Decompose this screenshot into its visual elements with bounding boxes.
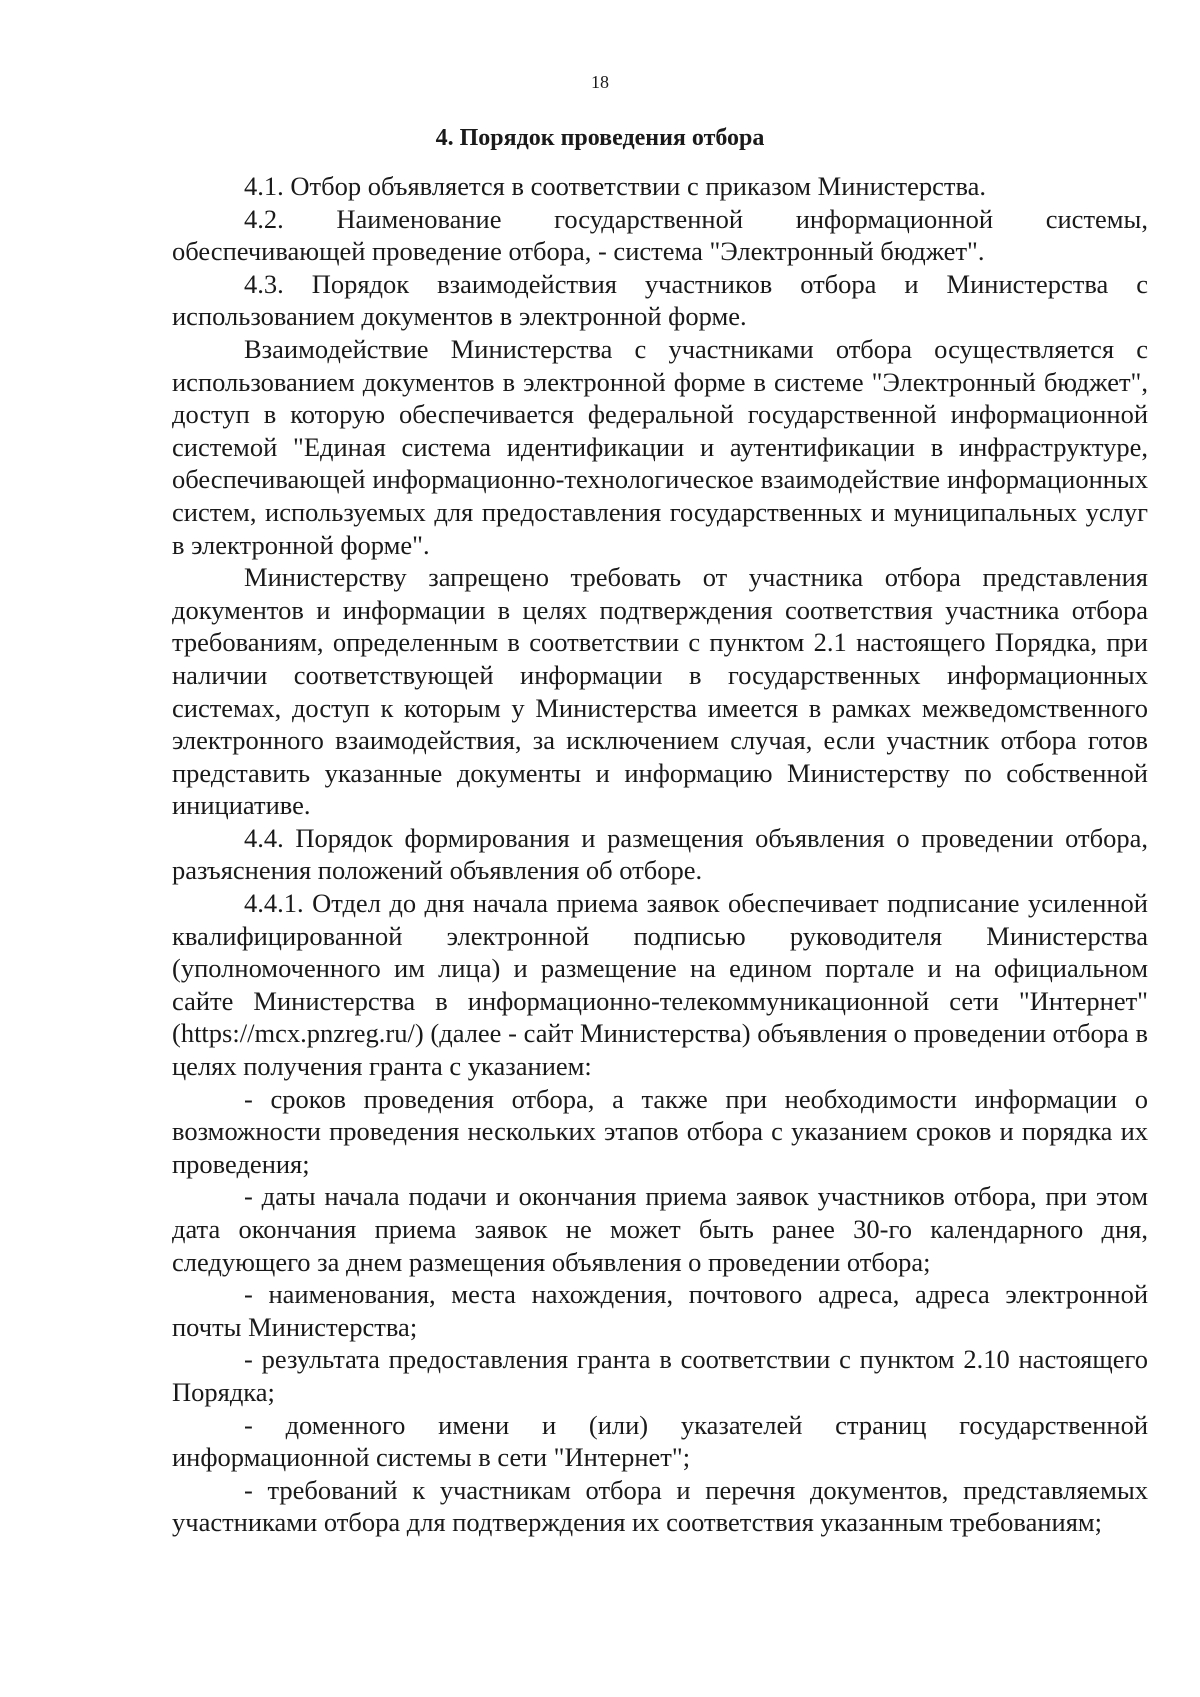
list-item-requirements: - требований к участникам отбора и перечня документов, представляемых участниками отбора для подтверждения их соответствия указанным требованиям; — [172, 1474, 1148, 1538]
paragraph-4-3: 4.3. Порядок взаимодействия участников отбора и Министерства с использованием документов в электронной форме. — [172, 268, 1148, 332]
list-item-domain: - доменного имени и (или) указателей страниц государственной информационной системы в сети "Интернет"; — [172, 1409, 1148, 1473]
paragraph-prohibition: Министерству запрещено требовать от участника отбора представления документов и информации в целях подтверждения соответствия участника отбора требованиям, определенным в соответствии с пунктом 2.1 настоящего Порядка, при наличии соответствующей информации в государственных информационных системах, доступ к которым у Министерства имеется в рамках межведомственного электронного взаимодействия, за исключением случая, если участник отбора готов представить указанные документы и информацию Министерству по собственной инициативе. — [172, 562, 1148, 821]
paragraph-interaction: Взаимодействие Министерства с участниками отбора осуществляется с использованием документов в электронной форме в системе "Электронный бюджет", доступ в которую обеспечивается федеральной государственной информационной системой "Единая система идентификации и аутентификации в инфраструктуре, обеспечивающей информационно-технологическое взаимодействие информационных систем, используемых для предоставления государственных и муниципальных услуг в электронной форме". — [172, 333, 1148, 560]
paragraph-4-4: 4.4. Порядок формирования и размещения объявления о проведении отбора, разъяснения положений объявления об отборе. — [172, 822, 1148, 886]
list-item-result: - результата предоставления гранта в соответствии с пунктом 2.10 настоящего Порядка; — [172, 1344, 1148, 1407]
list-item-dates: - даты начала подачи и окончания приема заявок участников отбора, при этом дата окончания приема заявок не может быть ранее 30-го календарного дня, следующего за днем размещения объявления о проведении отбора; — [172, 1181, 1148, 1277]
list-item-contacts: - наименования, места нахождения, почтового адреса, адреса электронной почты Министерства; — [172, 1279, 1148, 1342]
paragraph-4-2: 4.2. Наименование государственной информационной системы, обеспечивающей проведение отбора, - система "Электронный бюджет". — [172, 203, 1148, 267]
section-title: 4. Порядок проведения отбора — [435, 125, 765, 151]
paragraph-4-4-1: 4.4.1. Отдел до дня начала приема заявок обеспечивает подписание усиленной квалифицированной электронной подписью руководителя Министерства (уполномоченного им лица) и размещение на едином портале и на официальном сайте Министерства в информационно-телекоммуникационной сети "Интернет" (https://mcx.pnzreg.ru/) (далее - сайт Министерства) объявления о проведении отбора в целях получения гранта с указанием: — [172, 888, 1148, 1082]
paragraph-4-1: 4.1. Отбор объявляется в соответствии с приказом Министерства. — [244, 171, 987, 201]
list-item-deadlines: - сроков проведения отбора, а также при необходимости информации о возможности проведения нескольких этапов отбора с указанием сроков и порядка их проведения; — [172, 1083, 1148, 1179]
page-number: 18 — [591, 72, 609, 92]
document-body — [172, 170, 1148, 1539]
